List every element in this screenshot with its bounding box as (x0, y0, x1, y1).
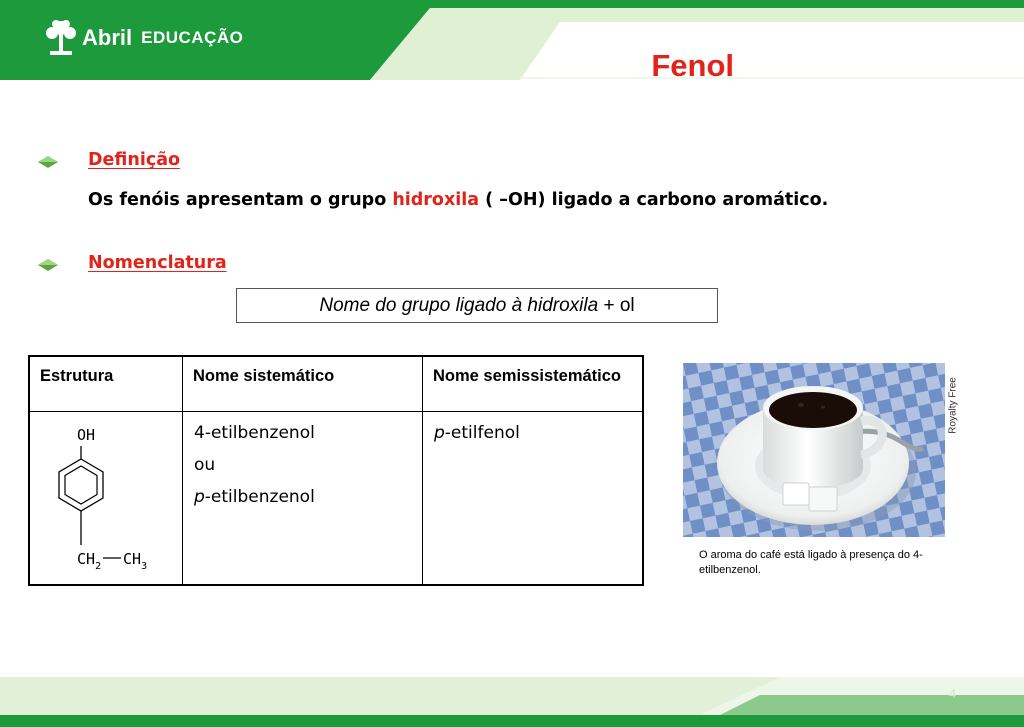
nomenclature-table (28, 355, 644, 586)
structure-ch2-label: $CH_2$ (77, 549, 102, 572)
diamond-bullet-icon (38, 259, 58, 271)
definition-text-start: Os fenóis apresentam o grupo (88, 190, 393, 210)
footer-banner (0, 675, 1024, 727)
tree-logo-icon (44, 18, 78, 58)
structure-cell (29, 411, 183, 585)
definition-text (88, 187, 918, 214)
header-nome-semissistematico: Nome semissistemático (423, 356, 644, 411)
structure-ch3-label: $CH_3$ (123, 549, 148, 572)
systematic-name-cell (183, 411, 423, 585)
definition-highlight: hidroxila (392, 190, 480, 210)
rule-suffix: ol (619, 294, 635, 316)
structure-oh-label: OH (77, 425, 96, 444)
nomenclature-rule-box (236, 288, 718, 323)
table-header-row (29, 356, 643, 411)
coffee-cup-photo (683, 363, 945, 537)
heading-nomenclatura: Nomenclatura (88, 253, 227, 273)
semi-systematic-name: p-etilfenol (434, 422, 520, 443)
ethylphenol-structure (31, 413, 181, 579)
header-estrutura: Estrutura (29, 356, 183, 411)
photo-caption: O aroma do café está ligado à presença do 4-etilbenzenol. (699, 549, 923, 576)
systematic-name-2: p-etilbenzenol (194, 486, 315, 507)
page-number: 4 (949, 686, 957, 701)
diamond-bullet-icon (38, 156, 58, 168)
brand-subtitle: EDUCAÇÃO (141, 28, 244, 47)
brand-name: Abril (82, 25, 133, 50)
systematic-name-1: 4-etilbenzenol (194, 422, 315, 443)
rule-italic-part: Nome do grupo ligado à hidroxila (319, 294, 599, 316)
definition-text-end: ( –OH) ligado a carbono aromático. (479, 190, 829, 210)
semi-systematic-name-cell (423, 411, 644, 585)
heading-definicao: Definição (88, 150, 181, 170)
systematic-names (184, 413, 421, 513)
photo-credit: Royalty Free (947, 377, 959, 434)
page-title: Fenol (651, 48, 734, 80)
header-nome-sistematico: Nome sistemático (183, 356, 423, 411)
header-banner (0, 0, 1024, 80)
brand-logo (44, 18, 243, 58)
coffee-cup-image (683, 363, 945, 537)
systematic-or: ou (194, 454, 216, 475)
table-row (29, 411, 643, 585)
rule-plus: + (598, 294, 620, 316)
footer-background (0, 675, 1024, 727)
